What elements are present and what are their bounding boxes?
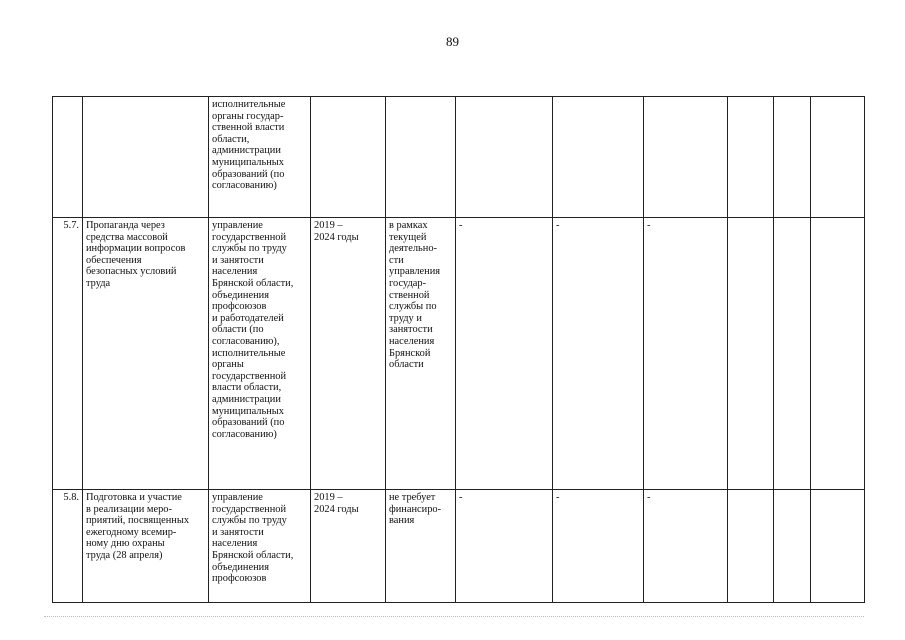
- value-cell: -: [553, 490, 644, 603]
- scan-edge-line: [44, 616, 864, 617]
- table-row: [53, 97, 865, 218]
- value-cell: [456, 97, 553, 218]
- empty-cell: [728, 97, 774, 218]
- row-number: 5.7.: [53, 218, 83, 490]
- row-number: [53, 97, 83, 218]
- measure-name: Пропаганда через средства массовой информации вопросов обеспечения безопасных условий труда: [83, 218, 209, 490]
- value-cell: -: [553, 218, 644, 490]
- funding-source-cell: в рамках текущей деятельно- сти управления государ- ственной службы по труду и занятости населения Брянской области: [386, 218, 456, 490]
- period-cell: [311, 97, 386, 218]
- value-cell: -: [644, 490, 728, 603]
- executors-cell: управление государственной службы по труду и занятости населения Брянской области, объединения профсоюзов и работодателей области (по согласованию), исполнительные органы государственной власти области, администрации муниципальных образований (по согласованию): [209, 218, 311, 490]
- value-cell: -: [456, 490, 553, 603]
- executors-cell: исполнительные органы государ- ственной власти области, администрации муниципальных образований (по согласованию): [209, 97, 311, 218]
- value-cell: -: [456, 218, 553, 490]
- measure-name: [83, 97, 209, 218]
- row-number: 5.8.: [53, 490, 83, 603]
- executors-cell: управление государственной службы по труду и занятости населения Брянской области, объединения профсоюзов: [209, 490, 311, 603]
- value-cell: -: [644, 218, 728, 490]
- value-cell: [644, 97, 728, 218]
- empty-cell: [774, 218, 811, 490]
- empty-cell: [774, 97, 811, 218]
- measure-name: Подготовка и участие в реализации меро- приятий, посвященных ежегодному всемир- ному дню охраны труда (28 апреля): [83, 490, 209, 603]
- empty-cell: [811, 218, 865, 490]
- period-cell: 2019 – 2024 годы: [311, 218, 386, 490]
- empty-cell: [728, 490, 774, 603]
- page-number: 89: [446, 34, 459, 49]
- table-row: [53, 490, 865, 603]
- empty-cell: [774, 490, 811, 603]
- funding-source-cell: [386, 97, 456, 218]
- period-cell: 2019 – 2024 годы: [311, 490, 386, 603]
- empty-cell: [811, 97, 865, 218]
- funding-source-cell: не требует финансиро- вания: [386, 490, 456, 603]
- measures-table: [52, 96, 865, 603]
- table-row: [53, 218, 865, 490]
- empty-cell: [811, 490, 865, 603]
- empty-cell: [728, 218, 774, 490]
- value-cell: [553, 97, 644, 218]
